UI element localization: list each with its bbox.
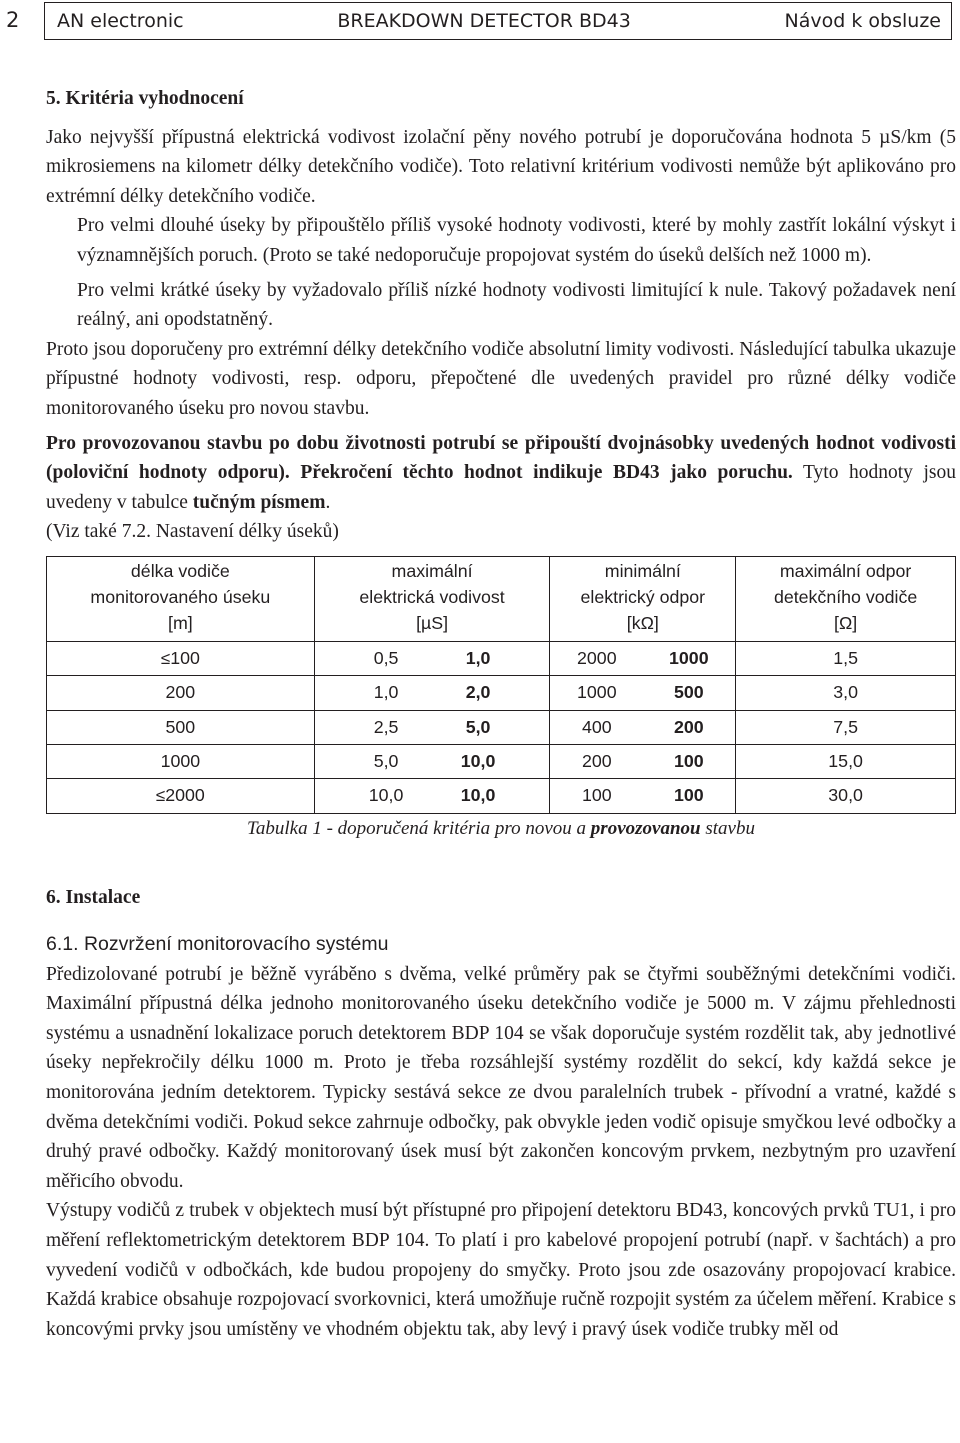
cell-wire-resistance: 1,5	[736, 641, 956, 675]
header-company: AN electronic	[57, 10, 184, 32]
subsection-6-1-heading: 6.1. Rozvržení monitorovacího systému	[46, 933, 389, 956]
table-row	[47, 779, 956, 813]
operated-construction-rule: Pro provozovanou stavbu po dobu životnosti potrubí se připouští dvojnásobky uvedených hodnot vodivosti (poloviční hodnoty odporu). Překročení těchto hodnot indikuje BD43 jako poruchu.	[46, 432, 956, 484]
table-header-row	[47, 556, 956, 641]
col-header-length: délka vodiče monitorovaného úseku [m]	[47, 556, 315, 641]
cell-length: 200	[47, 676, 315, 710]
table-row	[47, 641, 956, 675]
bold-font-note: tučným písmem	[192, 491, 326, 513]
cell-conductivity: 10,0 10,0	[314, 779, 550, 813]
paragraph-5-4: Proto jsou doporučeny pro extrémní délky detekčního vodiče absolutní limity vodivosti. Následující tabulka ukazuje přípustné hodnoty vodivosti, resp. odporu, přepočtené dle uvedených pravidel pro různé délky vodiče monitorovaného úseku pro novou stavbu.	[46, 338, 956, 419]
paragraph-5-1: Jako nejvyšší přípustná elektrická vodivost izolační pěny nového potrubí je doporučována hodnota 5 µS/km (5 mikrosiemens na kilometr délky detekčního vodiče). Toto relativní kritérium vodivosti nemůže být aplikováno pro extrémní délky detekčního vodiče.	[46, 126, 956, 207]
cell-resistance: 400 200	[550, 710, 736, 744]
cell-resistance: 100 100	[550, 779, 736, 813]
paragraph-5-5	[46, 429, 956, 518]
header-product: BREAKDOWN DETECTOR BD43	[337, 10, 631, 32]
running-header	[44, 2, 952, 40]
cell-wire-resistance: 3,0	[736, 676, 956, 710]
cell-length: 1000	[47, 745, 315, 779]
cell-wire-resistance: 30,0	[736, 779, 956, 813]
cell-resistance: 200 100	[550, 745, 736, 779]
col-header-resistance: minimální elektrický odpor [kΩ]	[550, 556, 736, 641]
paragraph-5-5-end: .	[325, 491, 331, 513]
paragraph-5-6: (Viz také 7.2. Nastavení délky úseků)	[46, 521, 339, 543]
cell-conductivity: 2,5 5,0	[314, 710, 550, 744]
table-caption: Tabulka 1 - doporučená kritéria pro novou a provozovanou stavbu	[247, 817, 755, 839]
paragraph-5-3: Pro velmi krátké úseky by vyžadovalo příliš nízké hodnoty vodivosti limitující k nule. Takový požadavek není reálný, ani opodstatněný.	[77, 279, 956, 331]
paragraph-5-2: Pro velmi dlouhé úseky by připouštělo příliš vysoké hodnoty vodivosti, které by mohly zastřít lokální výskyt i významnějších poruch. (Proto se také nedoporučuje propojovat systém do úseků delších než 1000 m).	[77, 215, 956, 266]
table-row	[47, 710, 956, 744]
cell-wire-resistance: 7,5	[736, 710, 956, 744]
cell-length: ≤2000	[47, 779, 315, 813]
section-6-heading: 6. Instalace	[46, 887, 141, 909]
table-row	[47, 676, 956, 710]
cell-resistance: 1000 500	[550, 676, 736, 710]
cell-length: 500	[47, 710, 315, 744]
section-5-heading: 5. Kritéria vyhodnocení	[46, 88, 244, 109]
paragraph-6-1: Předizolované potrubí je běžně vyráběno s dvěma, velké průměry pak se čtyřmi souběžnými detekčními vodiči. Maximální přípustná délka jednoho monitorovaného úseku detekčního vodiče je 5000 m. V zájmu přehlednosti systému a usnadnění lokalizace poruch detektorem BDP 104 se však doporučuje systém rozdělit tak, aby jednotlivé úseky nepřekročily délku 1000 m. Proto je třeba rozsáhlejší systémy rozdělit do sekcí, kdy každá sekce je monitorována jedním detektorem. Typicky sestává sekce ze dvou paralelních trubek - přívodní a vratné, každé s dvěma detekčními vodiči. Pokud sekce zahrnuje odbočky, pak obvykle jeden vodič opisuje smyčkou levé odbočky a druhý pravé odbočky. Každý monitorovaný úsek musí být zakončen koncovým prvkem, nezbytným pro uzavření měřicího obvodu.	[46, 963, 956, 1192]
header-doc-type: Návod k obsluze	[784, 10, 941, 32]
page-number: 2	[6, 8, 20, 32]
cell-resistance: 2000 1000	[550, 641, 736, 675]
col-header-conductivity: maximální elektrická vodivost [µS]	[314, 556, 550, 641]
paragraph-6-2: Výstupy vodičů z trubek v objektech musí být přístupné pro připojení detektoru BD43, koncových prvků TU1, i pro měření reflektometrickým detektorem BDP 104. To platí i pro kabelové propojení potrubí (např. v šachtách) a pro vyvedení vodičů v odbočkách, kde budou propojeny do smyčky. Proto jsou zde osazovány propojovací krabice. Každá krabice obsahuje rozpojovací svorkovnici, která umožňuje ručně rozpojit systém za účelem měření. Krabice s koncovými prvky jsou umístěny ve vhodném objektu tak, aby levý i pravý úsek vodiče trubky měl od	[46, 1200, 956, 1340]
cell-wire-resistance: 15,0	[736, 745, 956, 779]
criteria-table	[46, 556, 956, 814]
paragraph-5-5-tail: Tyto hodnoty jsou uvedeny v tabulce	[46, 462, 956, 513]
col-header-wire-resistance: maximální odpor detekčního vodiče [Ω]	[736, 556, 956, 641]
cell-length: ≤100	[47, 641, 315, 675]
page-body	[46, 84, 956, 1344]
table-row	[47, 745, 956, 779]
cell-conductivity: 0,5 1,0	[314, 641, 550, 675]
cell-conductivity: 5,0 10,0	[314, 745, 550, 779]
cell-conductivity: 1,0 2,0	[314, 676, 550, 710]
